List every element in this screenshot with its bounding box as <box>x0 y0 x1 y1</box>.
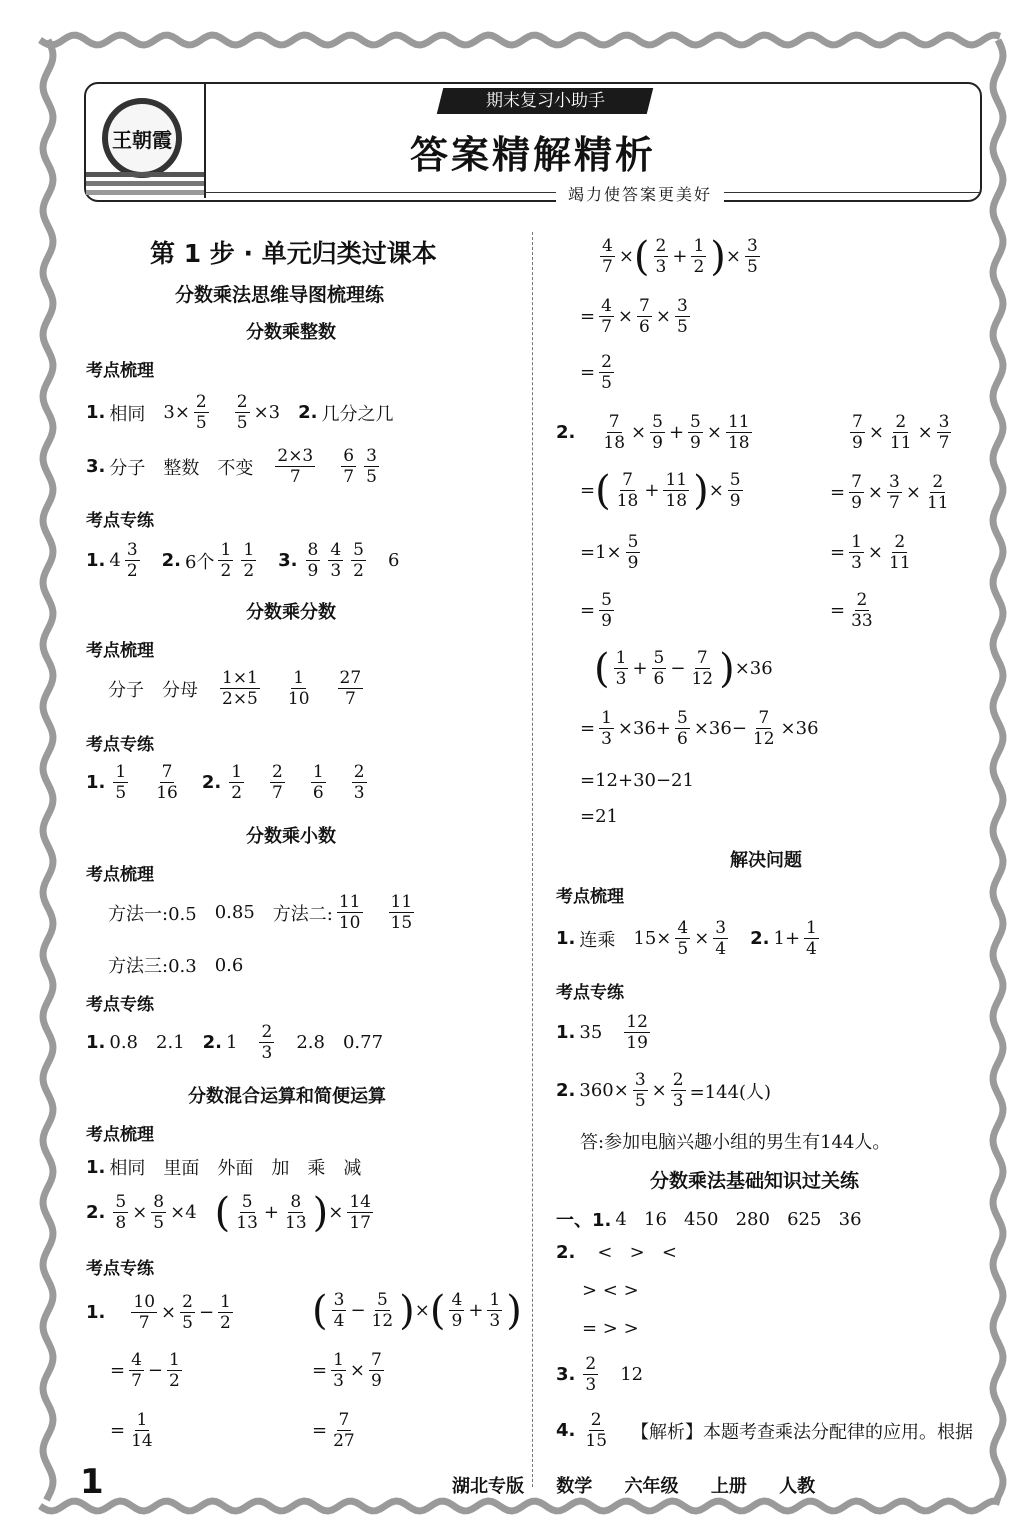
label-practice: 考点专练 <box>86 735 154 755</box>
subsection-problem-solving: 解决问题 <box>730 850 802 871</box>
subsection-mixed-operations: 分数混合运算和简便运算 <box>188 1086 386 1107</box>
answer-text: 35 <box>579 1022 603 1043</box>
item-number: 3. <box>556 1364 576 1385</box>
fraction: $\frac{7}{18}$ <box>616 470 639 511</box>
answer-text: 相同 <box>109 403 146 425</box>
fraction: $\frac{11}{18}$ <box>727 412 750 453</box>
fraction: $\frac{5}{9}$ <box>652 412 663 453</box>
section-title-mindmap: 分数乘法思维导图梳理练 <box>175 284 385 306</box>
fraction: $\frac{5}{9}$ <box>601 590 612 631</box>
answer-sentence: 答:参加电脑兴趣小组的男生有144人。 <box>580 1132 891 1153</box>
answer-text: 0.8 <box>109 1032 139 1053</box>
border-top-wave <box>40 35 1000 45</box>
fraction: $\frac{5}{8}$ <box>115 1192 127 1233</box>
fraction: $\frac{3}{7}$ <box>938 412 950 453</box>
fraction: $\frac{2}{11}$ <box>889 532 911 573</box>
fraction: $\frac{2}{5}$ <box>236 392 248 433</box>
border-bottom-wave <box>40 1501 1000 1511</box>
fraction: $\frac{7}{12}$ <box>752 708 775 749</box>
fraction: $\frac{4}{3}$ <box>330 540 342 581</box>
answer-line-d-ex-6: = $\frac{7}{27}$ <box>312 1410 355 1451</box>
answer-text: 乘 <box>307 1158 326 1179</box>
fraction: $\frac{3}{5}$ <box>676 296 688 337</box>
fraction: $\frac{5}{12}$ <box>371 1290 394 1331</box>
item-number: 2. <box>556 422 576 443</box>
item-number: 1. <box>86 772 106 793</box>
answer-text: 360× <box>579 1080 629 1101</box>
answer-text: 减 <box>343 1158 362 1179</box>
label-key-points: 考点梳理 <box>86 361 154 381</box>
header-box <box>84 82 982 202</box>
fraction: $\frac{27}{7}$ <box>339 668 362 709</box>
item-number: 1. <box>86 550 106 571</box>
answer-text: 分母 <box>162 679 198 701</box>
answer-line-c2 <box>108 952 243 978</box>
footer-info <box>452 1472 841 1498</box>
r-gg1 <box>556 1206 862 1232</box>
fraction: $\frac{5}{2}$ <box>353 540 364 581</box>
answer-text: 分子 <box>109 457 146 479</box>
fraction: $\frac{3}{5}$ <box>634 1070 646 1111</box>
fraction: $\frac{12}{19}$ <box>626 1012 648 1053</box>
answer-text: 方法二: <box>272 903 333 925</box>
fraction: $\frac{14}{17}$ <box>349 1192 371 1233</box>
r-jj-ex1 <box>556 1012 654 1053</box>
fraction: $\frac{1}{10}$ <box>287 668 310 709</box>
fraction: $\frac{5}{6}$ <box>677 708 688 749</box>
fraction: $\frac{3}{2}$ <box>126 540 138 581</box>
fraction: $\frac{1}{5}$ <box>115 762 127 803</box>
item-number: 1. <box>86 1156 106 1178</box>
footer-publisher: 人教 <box>779 1476 816 1497</box>
page-number: 1 <box>80 1462 104 1502</box>
fraction: $\frac{7}{9}$ <box>371 1350 382 1391</box>
fraction: $\frac{5}{9}$ <box>729 470 741 511</box>
fraction: $\frac{1}{3}$ <box>489 1290 501 1331</box>
answer-text: 方法三:0.3 <box>108 956 197 977</box>
fraction: $\frac{2}{11}$ <box>889 412 912 453</box>
fraction: $\frac{1}{3}$ <box>615 648 627 689</box>
answer-text: 0.85 <box>214 902 255 923</box>
answer-text: 几分之几 <box>321 403 394 425</box>
item-number: 2. <box>202 1032 223 1053</box>
label-practice: 考点专练 <box>86 511 154 531</box>
fraction: $\frac{2}{3}$ <box>655 236 667 277</box>
fraction: $\frac{4}{5}$ <box>677 918 689 959</box>
fraction: $\frac{3}{5}$ <box>746 236 758 277</box>
r-q2-c1: ( $\frac{1}{3}$ + $\frac{5}{6}$ − $\frac{7}{12}$ ) ×36 <box>594 645 773 692</box>
fraction: $\frac{11}{18}$ <box>665 470 688 511</box>
fraction: $\frac{7}{27}$ <box>333 1410 355 1451</box>
item-number: 2. <box>556 1080 576 1101</box>
answer-text: 不变 <box>217 457 254 479</box>
fraction: $\frac{1\times 1}{2\times 5}$ <box>222 668 258 709</box>
fraction: $\frac{5}{9}$ <box>690 412 701 453</box>
answer-text: 连乘 <box>579 929 616 951</box>
fraction: $\frac{2}{5}$ <box>195 392 207 433</box>
column-divider <box>532 232 533 1487</box>
r-jj1: 1. 连乘 15× $\frac{4}{5}$ × $\frac{3}{4}$ 2. 1+ $\frac{1}{4}$ <box>556 918 817 959</box>
page-title: 答案精解精析 <box>409 133 656 177</box>
answer-text: 外面 <box>217 1158 254 1179</box>
fraction: $\frac{5}{13}$ <box>236 1192 258 1233</box>
label-key-points: 考点梳理 <box>86 865 154 885</box>
fraction: $\frac{5}{9}$ <box>627 532 639 573</box>
fraction: $\frac{1}{3}$ <box>601 708 612 749</box>
fraction: $\frac{7}{9}$ <box>852 412 863 453</box>
answer-line-d-ex-1: 1. $\frac{10}{7}$ × $\frac{2}{5}$ − $\frac{1}{2}$ <box>86 1292 231 1333</box>
fraction: $\frac{6}{7}$ <box>343 446 355 487</box>
subsection-fraction-times-integer: 分数乘整数 <box>246 322 336 343</box>
fraction: $\frac{5}{6}$ <box>653 648 665 689</box>
answer-text: 1 <box>226 1032 238 1053</box>
fraction: $\frac{1}{2}$ <box>693 236 705 277</box>
r-q2-c4: =21 <box>580 806 618 827</box>
item-number: 3. <box>86 456 106 477</box>
section-title-basic-knowledge: 分数乘法基础知识过关练 <box>650 1170 860 1192</box>
answer-line-a3 <box>86 446 383 487</box>
fraction: $\frac{8}{5}$ <box>153 1192 165 1233</box>
fraction: $\frac{3}{5}$ <box>366 446 377 487</box>
fraction: $\frac{1}{6}$ <box>312 762 324 803</box>
item-number: 1. <box>86 402 106 423</box>
label-practice: 考点专练 <box>86 995 154 1015</box>
fraction: $\frac{1}{4}$ <box>806 918 817 959</box>
answer-line-a1 <box>86 392 394 433</box>
logo-text: 王朝霞 <box>112 127 172 152</box>
item-number: 1. <box>556 1022 576 1043</box>
item-number: 2. <box>750 928 770 949</box>
subsection-fraction-times-fraction: 分数乘分数 <box>246 602 336 623</box>
fraction: $\frac{1}{2}$ <box>220 1292 231 1333</box>
answer-text: ×3 <box>253 402 281 423</box>
r-gg2-row3: = > > <box>582 1318 639 1339</box>
fraction: $\frac{7}{12}$ <box>691 648 714 689</box>
answer-text: 3× <box>163 402 190 423</box>
fraction: $\frac{4}{7}$ <box>601 296 612 337</box>
fraction: $\frac{2\times 3}{7}$ <box>277 446 314 487</box>
item-number: 1. <box>86 1302 106 1323</box>
fraction: $\frac{10}{7}$ <box>133 1292 156 1333</box>
answer-line-d-ex-4: = $\frac{1}{3}$ × $\frac{7}{9}$ <box>312 1350 382 1391</box>
answer-text: 6 <box>388 550 400 571</box>
r-q2-b: $\frac{7}{9}$ × $\frac{2}{11}$ × $\frac{3}{7}$ <box>852 412 950 453</box>
answer-text: 整数 <box>163 457 200 479</box>
border-left-wave <box>43 40 53 1500</box>
fraction: $\frac{7}{9}$ <box>851 472 862 513</box>
fraction: $\frac{1}{14}$ <box>131 1410 153 1451</box>
r-q2-a4: = $\frac{5}{9}$ <box>580 590 612 631</box>
answer-line-d1 <box>86 1154 361 1180</box>
fraction: $\frac{11}{15}$ <box>390 892 413 933</box>
answer-line-b-ex <box>86 762 371 803</box>
fraction: $\frac{2}{3}$ <box>261 1022 273 1063</box>
answer-text: 6个 <box>185 551 215 573</box>
fraction: $\frac{2}{3}$ <box>353 762 365 803</box>
item-number: 1. <box>556 928 576 949</box>
fraction: $\frac{2}{3}$ <box>585 1354 597 1395</box>
label-key-points: 考点梳理 <box>86 641 154 661</box>
answer-line-d-ex-5: = $\frac{1}{14}$ <box>110 1410 153 1451</box>
fraction: $\frac{2}{15}$ <box>585 1410 608 1451</box>
answer-text: 分子 <box>108 679 144 701</box>
fraction: $\frac{2}{11}$ <box>926 472 949 513</box>
answer-text: 0.77 <box>342 1032 384 1053</box>
label-key-points: 考点梳理 <box>86 1125 154 1145</box>
answer-line-d-ex-2: ( $\frac{3}{4}$ − $\frac{5}{12}$ ) × ( $\frac{4}{9}$ + $\frac{1}{3}$ ) <box>312 1287 522 1334</box>
footer-subject: 数学 <box>556 1476 593 1497</box>
answer-text: 4 <box>109 550 121 571</box>
tagline-text: 期末复习小助手 <box>485 91 605 111</box>
item-number: 2. <box>161 550 182 571</box>
r-jj-ex2: 2. 360× $\frac{3}{5}$ × $\frac{2}{3}$ =144(人) <box>556 1070 772 1111</box>
footer-edition: 湖北专版 <box>452 1476 524 1497</box>
answer-line-d-ex-3: = $\frac{4}{7}$ − $\frac{1}{2}$ <box>110 1350 180 1391</box>
item-number: 2. <box>556 1242 576 1263</box>
fraction: $\frac{4}{9}$ <box>451 1290 463 1331</box>
label-key-points: 考点梳理 <box>556 887 624 907</box>
fraction: $\frac{8}{13}$ <box>285 1192 307 1233</box>
item-number: 2. <box>86 1202 106 1223</box>
item-number: 3. <box>278 550 298 571</box>
item-number: 4. <box>556 1420 576 1441</box>
r-gg2 <box>556 1242 677 1263</box>
fraction: $\frac{1}{2}$ <box>231 762 243 803</box>
fraction: $\frac{1}{2}$ <box>220 540 232 581</box>
r-q2-c3: =12+30−21 <box>580 770 694 791</box>
fraction: $\frac{7}{6}$ <box>639 296 650 337</box>
r-q2-b3: = $\frac{1}{3}$ × $\frac{2}{11}$ <box>830 532 911 573</box>
subtitle: 竭力使答案更美好 <box>556 182 724 205</box>
fraction: $\frac{2}{7}$ <box>272 762 283 803</box>
fraction: $\frac{1}{2}$ <box>243 540 255 581</box>
r-q2-b2: = $\frac{7}{9}$ × $\frac{3}{7}$ × $\frac{2}{11}$ <box>830 472 949 513</box>
item-number: 2. <box>298 402 318 423</box>
r-gg4 <box>556 1410 973 1451</box>
answer-text: 相同 <box>109 1158 146 1179</box>
r-q2-a: 2. $\frac{7}{18}$ × $\frac{5}{9}$ + $\frac{5}{9}$ × $\frac{11}{18}$ <box>556 412 750 453</box>
answer-text: 里面 <box>163 1158 200 1179</box>
item-number: 一、1. <box>556 1210 612 1231</box>
answer-text: 1+ <box>773 928 801 949</box>
answer-text: 方法一:0.5 <box>108 903 197 925</box>
r-gg3 <box>556 1354 643 1395</box>
answer-line-a-ex <box>86 540 399 581</box>
fraction: $\frac{2}{5}$ <box>601 352 612 393</box>
r-line-2: = $\frac{4}{7}$ × $\frac{7}{6}$ × $\frac{3}{5}$ <box>580 296 688 337</box>
answer-text: 15× <box>633 928 672 949</box>
fraction: $\frac{7}{16}$ <box>156 762 178 803</box>
answer-text: 【解析】本题考查乘法分配律的应用。根据 <box>631 1421 974 1443</box>
fraction: $\frac{2}{3}$ <box>672 1070 684 1111</box>
answer-text: 0.6 <box>214 954 244 976</box>
r-q2-c2: = $\frac{1}{3}$ ×36+ $\frac{5}{6}$ ×36− $\frac{7}{12}$ ×36 <box>580 708 819 749</box>
footer-grade: 六年级 <box>624 1476 679 1497</box>
fraction: $\frac{7}{18}$ <box>603 412 626 453</box>
answer-text: 2.1 <box>156 1032 185 1053</box>
step-title: 第 1 步 · 单元归类过课本 <box>150 239 437 268</box>
answer-text: < > < <box>597 1242 677 1263</box>
subsection-fraction-times-decimal: 分数乘小数 <box>246 826 336 847</box>
fraction: $\frac{3}{4}$ <box>333 1290 345 1331</box>
answer-text: 2.8 <box>296 1032 325 1053</box>
label-practice: 考点专练 <box>556 983 624 1003</box>
fraction: $\frac{1}{3}$ <box>851 532 862 573</box>
item-number: 1. <box>86 1032 106 1053</box>
footer-volume: 上册 <box>710 1476 747 1497</box>
item-number: 2. <box>201 772 222 793</box>
answer-text: ×36 <box>734 658 773 679</box>
answer-text: ×4 <box>170 1202 197 1223</box>
fraction: $\frac{11}{10}$ <box>338 892 361 933</box>
answer-text: =144(人) <box>689 1081 772 1103</box>
r-line-3: = $\frac{2}{5}$ <box>580 352 612 393</box>
r-q2-b4: = $\frac{2}{33}$ <box>830 590 873 631</box>
fraction: $\frac{8}{9}$ <box>307 540 319 581</box>
answer-line-c1 <box>108 892 418 933</box>
answer-line-b1 <box>108 668 367 709</box>
border-right-wave <box>993 40 1003 1500</box>
fraction: $\frac{3}{4}$ <box>715 918 727 959</box>
answer-line-c-ex <box>86 1022 383 1063</box>
fraction: $\frac{3}{7}$ <box>889 472 900 513</box>
fraction: $\frac{4}{7}$ <box>602 236 613 277</box>
label-practice: 考点专练 <box>86 1259 154 1279</box>
r-q2-a3: =1× $\frac{5}{9}$ <box>580 532 639 573</box>
answer-text: 加 <box>271 1158 290 1179</box>
r-gg2-row2: > < > <box>582 1280 639 1301</box>
answer-line-d2: 2. $\frac{5}{8}$ × $\frac{8}{5}$ ×4 ( $\frac{5}{13}$ + $\frac{8}{13}$ ) × $\frac{14}{17}$ <box>86 1189 371 1236</box>
answer-text: 12 <box>620 1364 644 1385</box>
tagline-banner <box>437 88 653 114</box>
fraction: $\frac{2}{33}$ <box>851 590 873 631</box>
r-line-1: $\frac{4}{7}$ × ( $\frac{2}{3}$ + $\frac{1}{2}$ ) × $\frac{3}{5}$ <box>602 233 758 280</box>
fraction: $\frac{4}{7}$ <box>131 1350 142 1391</box>
fraction: $\frac{2}{5}$ <box>182 1292 193 1333</box>
r-q2-a2: = ( $\frac{7}{18}$ + $\frac{11}{18}$ ) × $\frac{5}{9}$ <box>580 467 741 514</box>
fraction: $\frac{1}{2}$ <box>169 1350 180 1391</box>
fraction: $\frac{1}{3}$ <box>333 1350 344 1391</box>
answer-text: 4 16 450 280 625 36 <box>615 1208 862 1230</box>
